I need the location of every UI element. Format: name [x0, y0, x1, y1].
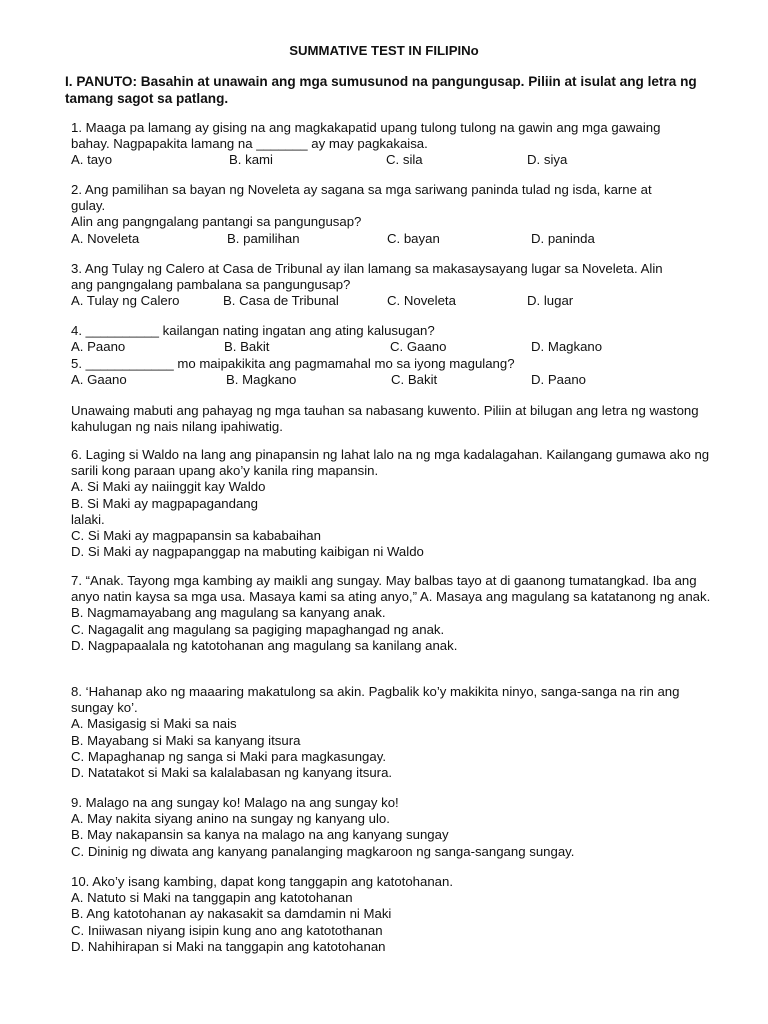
option-d: D. Paano	[531, 372, 586, 388]
option-a: A. Paano	[71, 339, 126, 355]
question-5	[71, 356, 721, 388]
question-line: 1. Maaga pa lamang ay gising na ang magkakapatid upang tulong tulong na gawin ang mga gawaing	[71, 120, 661, 135]
options-row	[71, 339, 721, 355]
option-b: B. Casa de Tribunal	[223, 293, 339, 309]
options-row	[71, 293, 721, 309]
choice: C. Iniiwasan niyang isipin kung ano ang katotothanan	[71, 922, 383, 938]
choice: lalaki.	[71, 511, 105, 527]
option-a: A. tayo	[71, 152, 113, 168]
question-7	[71, 573, 721, 654]
choice: C. Nagagalit ang magulang sa pagiging mapaghangad ng anak.	[71, 621, 445, 637]
question-2	[71, 182, 721, 247]
option-c: C. Noveleta	[387, 293, 456, 309]
option-c: C. sila	[386, 152, 423, 168]
question-text: 8. ‘Hahanap ako ng maaaring makatulong sa akin. Pagbalik ko’y makikita ninyo, sanga-sanga na rin ang sungay ko’.	[71, 684, 680, 716]
option-d: D. lugar	[527, 293, 574, 309]
option-a: A. Tulay ng Calero	[71, 293, 180, 309]
option-d: D. Magkano	[531, 339, 603, 355]
option-b: B. Bakit	[224, 339, 270, 355]
question-line: 4. __________ kailangan nating ingatan ang ating kalusugan?	[71, 323, 435, 338]
choice: C. Dininig ng diwata ang kanyang panalanging magkaroon ng sanga-sangang sungay.	[71, 843, 575, 859]
option-b: B. pamilihan	[227, 230, 300, 246]
question-line: bahay. Nagpapakita lamang na _______ ay may pagkakaisa.	[71, 136, 428, 152]
option-d: D. siya	[527, 152, 568, 168]
section-instruction: Unawaing mabuti ang pahayag ng mga tauhan sa nabasang kuwento. Piliin at bilugan ang letra ng wastong kahulugan ng nais nilang ipahiwatig.	[71, 403, 699, 435]
choice: A. Si Maki ay naiinggit kay Waldo	[71, 479, 266, 495]
choice: A. Masigasig si Maki sa nais	[71, 716, 237, 732]
option-c: C. bayan	[387, 230, 440, 246]
choice: B. Si Maki ay magpapagandang	[71, 495, 258, 511]
choice: B. Mayabang si Maki sa kanyang itsura	[71, 732, 301, 748]
question-8	[71, 684, 721, 781]
choice: A. Natuto si Maki na tanggapin ang katotohanan	[71, 890, 353, 906]
question-line: 2. Ang pamilihan sa bayan ng Noveleta ay sagana sa mga sariwang paninda tulad ng isda, karne at	[71, 182, 652, 197]
choice: C. Mapaghanap ng sanga si Maki para magkasungay.	[71, 748, 386, 764]
question-9	[71, 795, 721, 860]
question-text: 6. Laging si Waldo na lang ang pinapansin ng lahat lalo na ng mga kadalagahan. Kailangang gumawa ako ng sarili kong paraan upang ako’y kanila ring mapansin.	[71, 447, 710, 479]
option-c: C. Gaano	[390, 339, 447, 355]
question-text: 9. Malago na ang sungay ko! Malago na ang sungay ko!	[71, 795, 399, 810]
options-row	[71, 152, 721, 168]
choice: D. Natatakot si Maki sa kalalabasan ng kanyang itsura.	[71, 765, 393, 781]
choice: B. Ang katotohanan ay nakasakit sa damdamin ni Maki	[71, 906, 392, 922]
choice: B. May nakapansin sa kanya na malago na ang kanyang sungay	[71, 827, 449, 843]
question-line: gulay.	[71, 198, 106, 214]
question-3	[71, 261, 721, 309]
choice: D. Nahihirapan si Maki na tanggapin ang katotohanan	[71, 938, 386, 954]
option-b: B. Magkano	[226, 372, 297, 388]
question-1	[71, 120, 721, 168]
choice: D. Si Maki ay nagpapanggap na mabuting kaibigan ni Waldo	[71, 544, 424, 560]
question-4	[71, 323, 721, 355]
page-title: SUMMATIVE TEST IN FILIPINo	[289, 43, 479, 58]
question-6	[71, 447, 721, 560]
option-b: B. kami	[229, 152, 273, 168]
choice: C. Si Maki ay magpapansin sa kababaihan	[71, 528, 321, 544]
question-10	[71, 874, 721, 955]
question-line: 5. ____________ mo maipakikita ang pagmamahal mo sa iyong magulang?	[71, 356, 515, 371]
option-d: D. paninda	[531, 230, 595, 246]
choice: A. May nakita siyang anino na sungay ng kanyang ulo.	[71, 811, 390, 827]
question-line: 3. Ang Tulay ng Calero at Casa de Tribunal ay ilan lamang sa makasaysayang lugar sa Noveleta. Alin	[71, 261, 663, 276]
option-a: A. Noveleta	[71, 230, 140, 246]
question-text: 7. “Anak. Tayong mga kambing ay maikli ang sungay. May balbas tayo at di gaanong tumatangkad. Iba ang anyo natin kaysa sa mga usa. Masaya kami sa ating anyo,” A. Masaya ang magulang sa katatanong ng anak.	[71, 573, 711, 605]
option-c: C. Bakit	[391, 372, 438, 388]
question-text: 10. Ako’y isang kambing, dapat kong tanggapin ang katotohanan.	[71, 874, 453, 889]
options-row	[71, 231, 721, 247]
choice: B. Nagmamayabang ang magulang sa kanyang anak.	[71, 605, 386, 621]
instruction-text: I. PANUTO: Basahin at unawain ang mga sumusunod na pangungusap. Piliin at isulat ang letra ng tamang sagot sa patlang.	[65, 74, 697, 106]
question-line: Alin ang pangngalang pantangi sa pangungusap?	[71, 214, 362, 230]
option-a: A. Gaano	[71, 372, 127, 388]
choice: D. Nagpapaalala ng katotohanan ang magulang sa kanilang anak.	[71, 637, 458, 653]
options-row	[71, 372, 721, 388]
question-line: ang pangngalang pambalana sa pangungusap?	[71, 277, 351, 293]
